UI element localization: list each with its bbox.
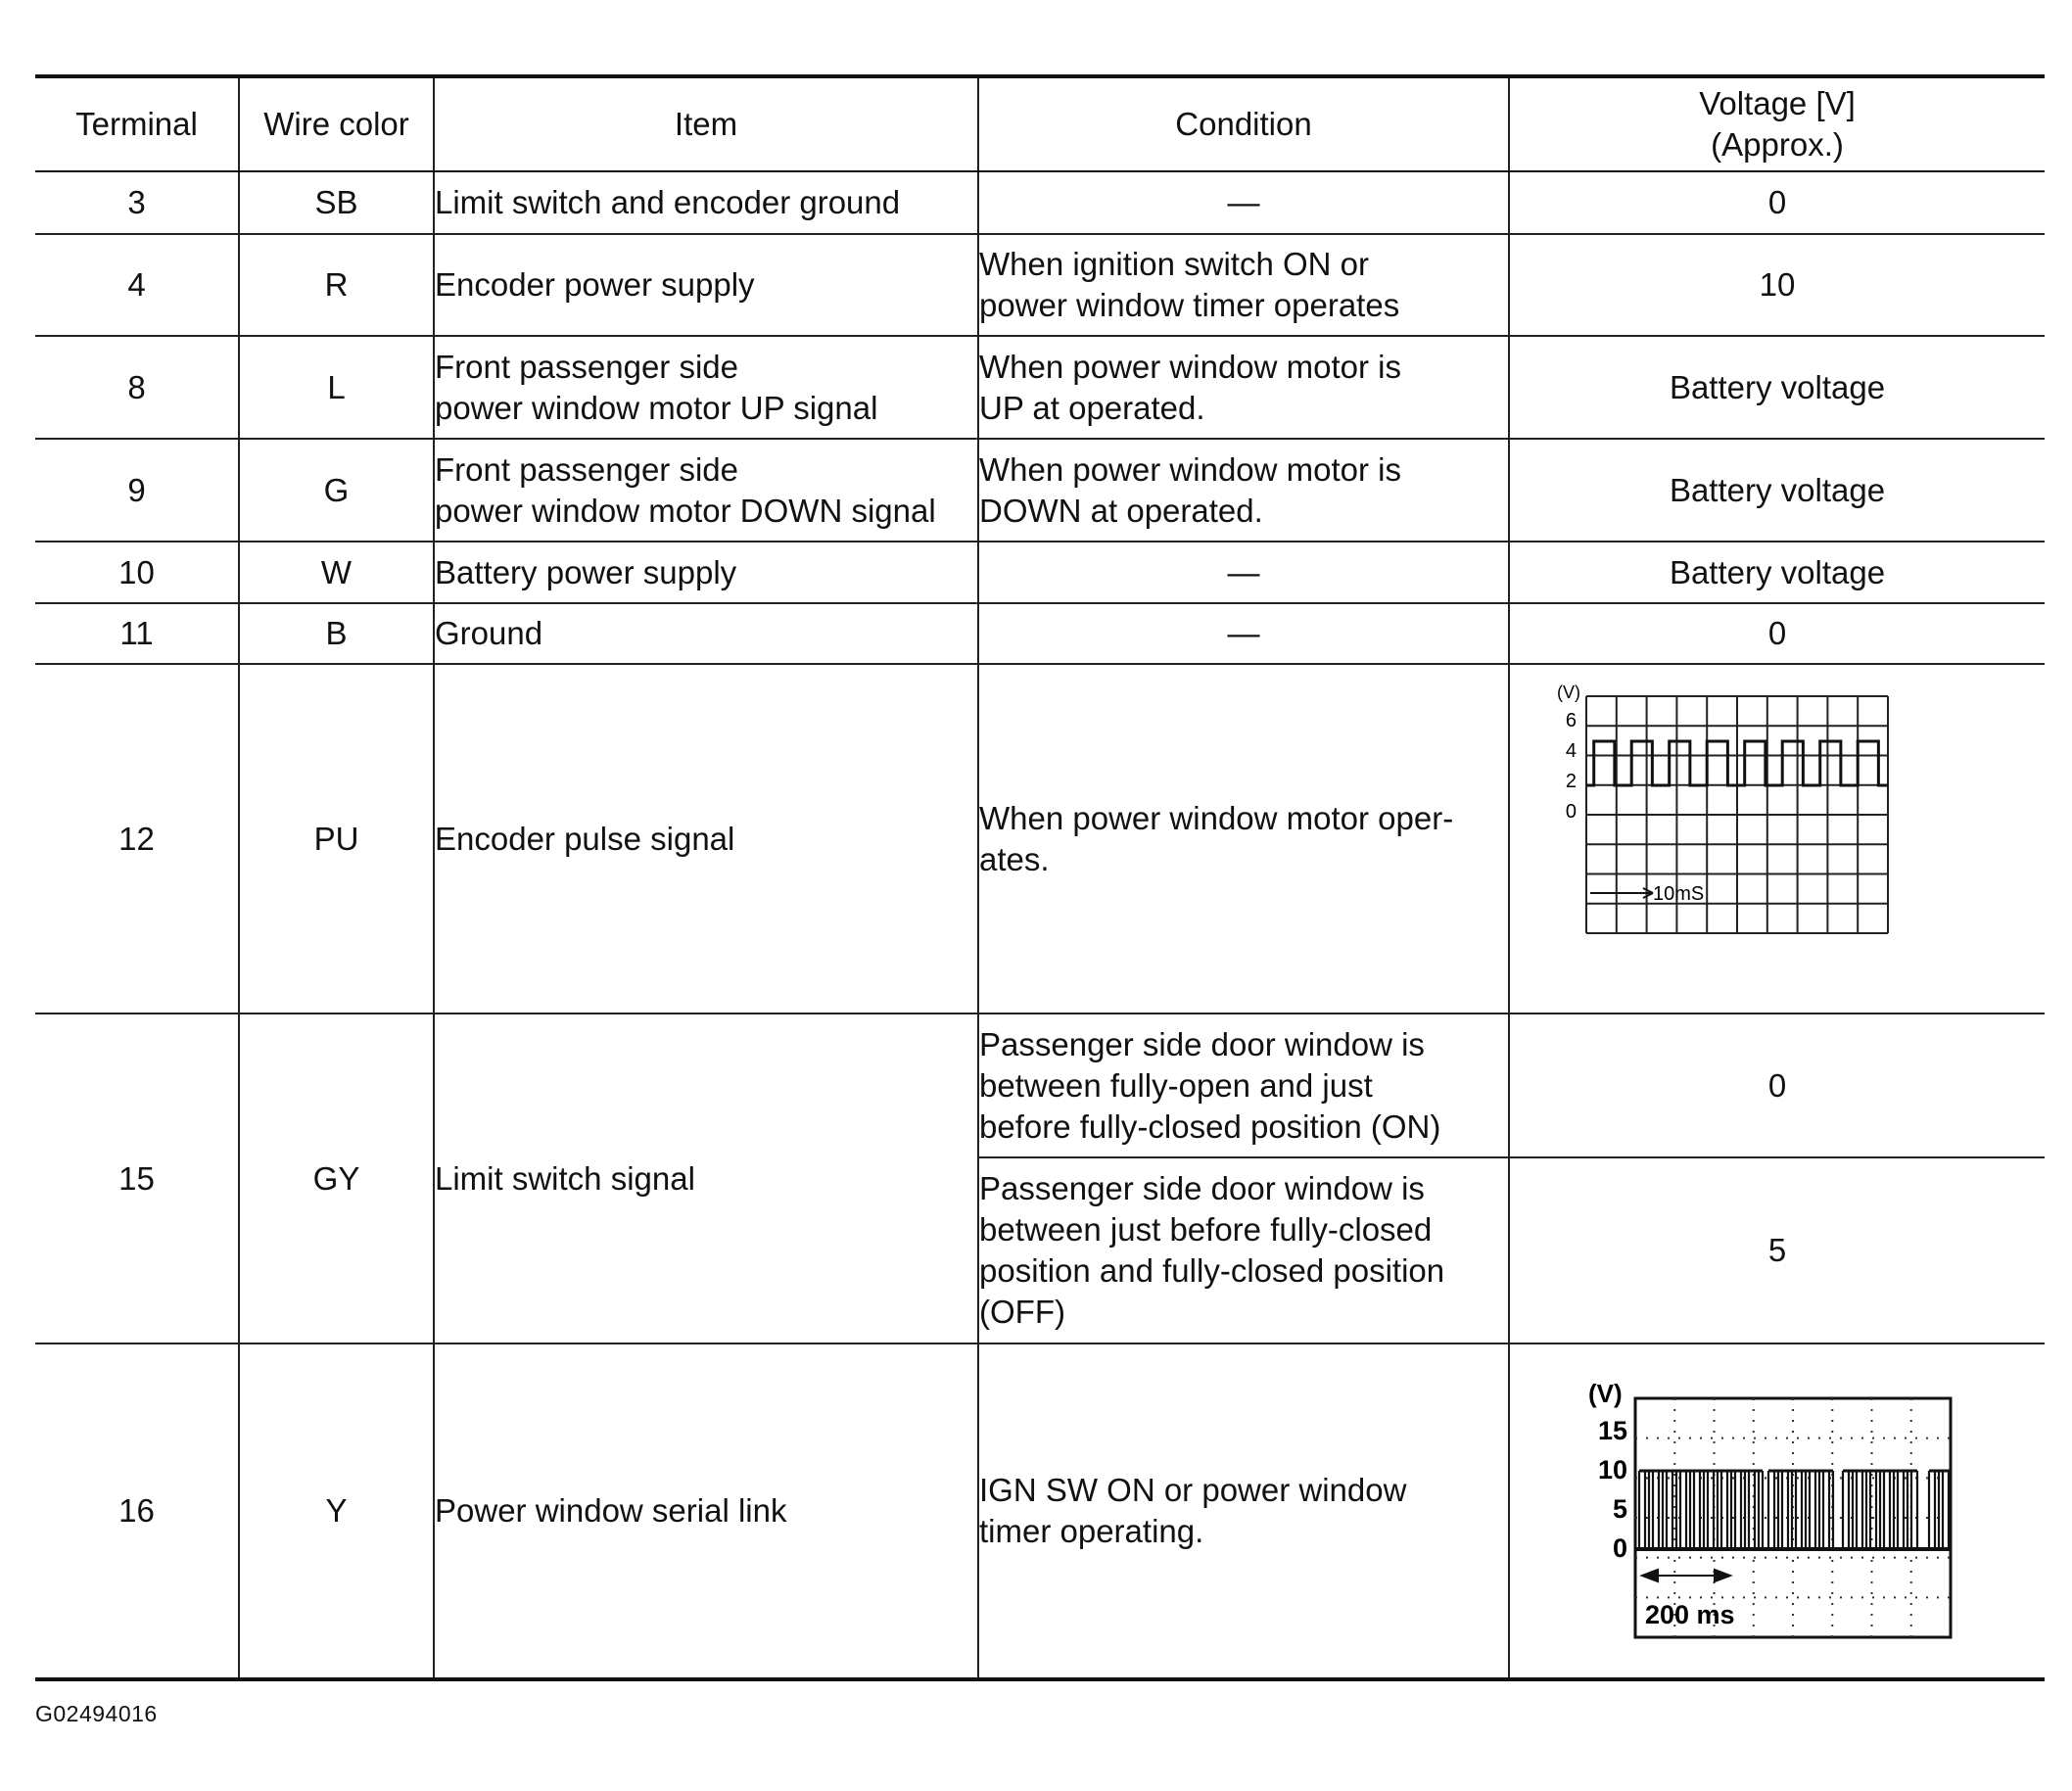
- terminal-cell: 4: [35, 234, 239, 336]
- condition-line: When power window motor is: [979, 450, 1401, 488]
- item-cell: Battery power supply: [434, 542, 978, 603]
- condition-line: DOWN at operated.: [979, 492, 1263, 529]
- condition-line: timer operating.: [979, 1513, 1204, 1549]
- terminal-cell: 10: [35, 542, 239, 603]
- item-cell: Power window serial link: [434, 1343, 978, 1679]
- table-row: [35, 171, 2045, 234]
- condition-line: When power window motor is: [979, 348, 1401, 385]
- condition-line: When ignition switch ON or: [979, 246, 1369, 282]
- condition-line: between fully-open and just: [979, 1066, 1373, 1104]
- time-scale-arrow: [1590, 888, 1653, 898]
- item-cell: Ground: [434, 603, 978, 664]
- waveform-y-tick: 10: [1597, 1454, 1627, 1485]
- condition-cell: [978, 234, 1509, 336]
- waveform-y-tick: 6: [1565, 710, 1577, 731]
- table-row: [35, 1343, 2045, 1679]
- table-row: [35, 234, 2045, 336]
- condition-line: Passenger side door window is: [979, 1025, 1425, 1062]
- condition-cell: [978, 336, 1509, 439]
- time-scale-label: 10mS: [1653, 883, 1705, 905]
- item-cell: [434, 336, 978, 439]
- header-voltage: [1509, 76, 2045, 171]
- time-scale-label: 200 ms: [1645, 1599, 1735, 1629]
- item-cell: Limit switch and encoder ground: [434, 171, 978, 234]
- header-item: Item: [434, 76, 978, 171]
- header-condition: Condition: [978, 76, 1509, 171]
- table-row: [35, 1013, 2045, 1157]
- waveform-y-tick: 15: [1597, 1415, 1627, 1445]
- voltage-cell: [1509, 1343, 2045, 1679]
- terminal-spec-table: [35, 74, 2045, 1681]
- wire-color-cell: Y: [239, 1343, 434, 1679]
- condition-cell: [978, 664, 1509, 1013]
- condition-cell: —: [978, 542, 1509, 603]
- time-scale-arrow: [1642, 1570, 1730, 1581]
- wire-color-cell: PU: [239, 664, 434, 1013]
- wire-color-cell: GY: [239, 1013, 434, 1343]
- waveform-y-tick: 0: [1565, 801, 1577, 823]
- waveform-y-tick: 4: [1565, 740, 1577, 762]
- waveform-y-tick: 2: [1565, 771, 1577, 792]
- wire-color-cell: L: [239, 336, 434, 439]
- voltage-cell: Battery voltage: [1509, 336, 2045, 439]
- condition-line: power window timer operates: [979, 287, 1400, 323]
- condition-cell: [978, 439, 1509, 542]
- terminal-cell: 3: [35, 171, 239, 234]
- item-cell: Encoder pulse signal: [434, 664, 978, 1013]
- table-row: [35, 603, 2045, 664]
- figure-code: G02494016: [35, 1701, 158, 1726]
- encoder-pulse-waveform: [1510, 665, 2046, 1013]
- waveform-unit-label: (V): [1588, 1378, 1623, 1408]
- condition-cell: [978, 1013, 1509, 1157]
- waveform-grid: [1586, 696, 1888, 933]
- condition-line: before fully-closed position (ON): [979, 1108, 1441, 1145]
- terminal-cell: 9: [35, 439, 239, 542]
- header-row: [35, 76, 2045, 171]
- condition-cell: [978, 1157, 1509, 1343]
- condition-cell: —: [978, 603, 1509, 664]
- item-line: power window motor DOWN signal: [435, 492, 936, 529]
- condition-line: position and fully-closed position: [979, 1252, 1445, 1289]
- voltage-cell: 0: [1509, 171, 2045, 234]
- wire-color-cell: R: [239, 234, 434, 336]
- wire-color-cell: G: [239, 439, 434, 542]
- table-row: [35, 664, 2045, 1013]
- terminal-cell: 11: [35, 603, 239, 664]
- condition-line: Passenger side door window is: [979, 1170, 1425, 1206]
- condition-line: (OFF): [979, 1294, 1065, 1330]
- condition-line: between just before fully-closed: [979, 1211, 1433, 1248]
- waveform-y-tick: 0: [1612, 1532, 1627, 1563]
- header-voltage-line1: Voltage [V]: [1699, 85, 1856, 121]
- condition-line: IGN SW ON or power window: [979, 1472, 1407, 1508]
- terminal-cell: 16: [35, 1343, 239, 1679]
- table-row: [35, 439, 2045, 542]
- terminal-cell: 12: [35, 664, 239, 1013]
- table-row: [35, 542, 2045, 603]
- item-cell: [434, 439, 978, 542]
- terminal-cell: 8: [35, 336, 239, 439]
- wire-color-cell: SB: [239, 171, 434, 234]
- waveform-trace: [1635, 1471, 1951, 1549]
- condition-line: ates.: [979, 840, 1050, 877]
- item-line: Front passenger side: [435, 450, 739, 488]
- terminal-cell: 15: [35, 1013, 239, 1343]
- wire-color-cell: B: [239, 603, 434, 664]
- header-terminal: Terminal: [35, 76, 239, 171]
- voltage-cell: Battery voltage: [1509, 542, 2045, 603]
- wire-color-cell: W: [239, 542, 434, 603]
- item-cell: Limit switch signal: [434, 1013, 978, 1343]
- table-row: [35, 336, 2045, 439]
- voltage-cell: 5: [1509, 1157, 2045, 1343]
- serial-link-waveform: [1510, 1345, 2046, 1677]
- voltage-cell: Battery voltage: [1509, 439, 2045, 542]
- header-wire-color: Wire color: [239, 76, 434, 171]
- item-line: power window motor UP signal: [435, 389, 878, 426]
- voltage-cell: [1509, 664, 2045, 1013]
- item-line: Front passenger side: [435, 348, 739, 385]
- condition-cell: —: [978, 171, 1509, 234]
- waveform-unit-label: (V): [1557, 683, 1580, 702]
- item-cell: Encoder power supply: [434, 234, 978, 336]
- condition-line: UP at operated.: [979, 389, 1205, 426]
- voltage-cell: 0: [1509, 603, 2045, 664]
- condition-line: When power window motor oper-: [979, 799, 1454, 836]
- header-voltage-line2: (Approx.): [1711, 126, 1844, 163]
- waveform-y-tick: 5: [1612, 1493, 1627, 1524]
- voltage-cell: 10: [1509, 234, 2045, 336]
- voltage-cell: 0: [1509, 1013, 2045, 1157]
- condition-cell: [978, 1343, 1509, 1679]
